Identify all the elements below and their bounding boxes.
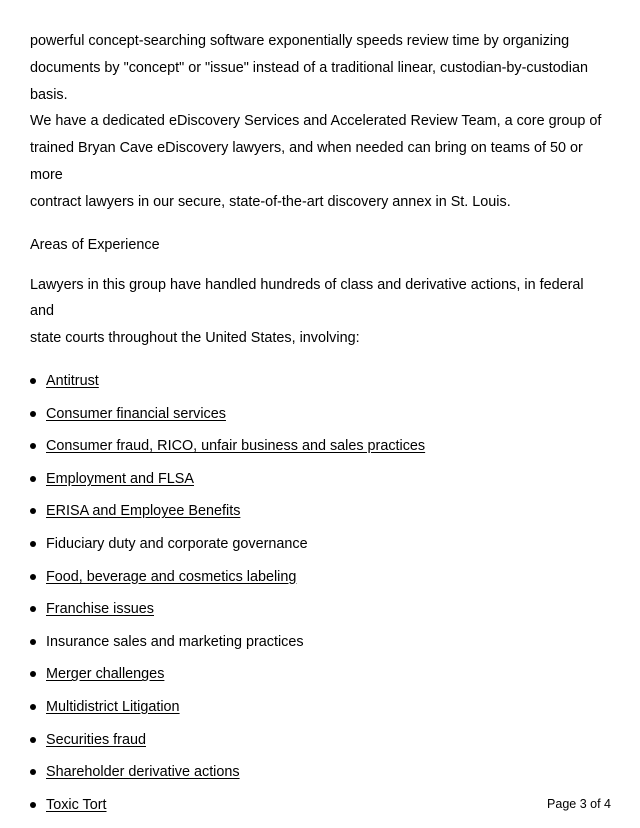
bullet-icon xyxy=(30,769,36,775)
bullet-icon xyxy=(30,606,36,612)
area-link[interactable]: ERISA and Employee Benefits xyxy=(46,503,241,520)
area-label: Fiduciary duty and corporate governance xyxy=(46,535,308,552)
intro-line: We have a dedicated eDiscovery Services and Accelerated Review Team, a core group of xyxy=(30,113,602,130)
bullet-icon xyxy=(30,574,36,580)
list-item xyxy=(30,631,610,664)
area-link[interactable]: Consumer financial services xyxy=(46,405,226,422)
bullet-icon xyxy=(30,476,36,482)
bullet-icon xyxy=(30,737,36,743)
list-item[interactable] xyxy=(30,435,610,468)
list-item xyxy=(30,533,610,566)
intro-line: trained Bryan Cave eDiscovery lawyers, and when needed can bring on teams of 50 or more xyxy=(30,140,583,183)
list-item[interactable] xyxy=(30,696,610,729)
area-link[interactable]: Consumer fraud, RICO, unfair business and sales practices xyxy=(46,438,426,455)
lead-paragraph xyxy=(30,272,610,352)
bullet-icon xyxy=(30,411,36,417)
area-link[interactable]: Merger challenges xyxy=(46,666,165,683)
document-page xyxy=(30,28,610,826)
bullet-icon xyxy=(30,671,36,677)
list-item[interactable] xyxy=(30,500,610,533)
bullet-icon xyxy=(30,508,36,514)
list-item[interactable] xyxy=(30,794,610,827)
bullet-icon xyxy=(30,443,36,449)
list-item[interactable] xyxy=(30,729,610,762)
area-link[interactable]: Shareholder derivative actions xyxy=(46,764,240,781)
area-link[interactable]: Multidistrict Litigation xyxy=(46,698,180,715)
intro-line: contract lawyers in our secure, state-of-the-art discovery annex in St. Louis. xyxy=(30,193,511,210)
list-item[interactable] xyxy=(30,598,610,631)
bullet-icon xyxy=(30,802,36,808)
list-item[interactable] xyxy=(30,663,610,696)
bullet-icon xyxy=(30,378,36,384)
area-link[interactable]: Franchise issues xyxy=(46,601,154,618)
area-link[interactable]: Employment and FLSA xyxy=(46,470,194,487)
area-link[interactable]: Food, beverage and cosmetics labeling xyxy=(46,568,297,585)
list-item[interactable] xyxy=(30,566,610,599)
list-item[interactable] xyxy=(30,761,610,794)
lead-line: Lawyers in this group have handled hundreds of class and derivative actions, in federal and xyxy=(30,276,584,320)
bullet-icon xyxy=(30,639,36,645)
lead-line: state courts throughout the United States, involving: xyxy=(30,330,360,347)
bullet-icon xyxy=(30,704,36,710)
area-label: Insurance sales and marketing practices xyxy=(46,633,304,650)
list-item[interactable] xyxy=(30,403,610,436)
bullet-icon xyxy=(30,541,36,547)
area-link[interactable]: Securities fraud xyxy=(46,731,146,748)
intro-line: documents by "concept" or "issue" instead of a traditional linear, custodian-by-custodian basis. xyxy=(30,59,588,103)
area-link[interactable]: Antitrust xyxy=(46,372,99,389)
intro-paragraph xyxy=(30,28,610,216)
section-heading: Areas of Experience xyxy=(30,236,160,253)
list-item[interactable] xyxy=(30,370,610,403)
areas-list xyxy=(30,370,610,826)
page-number: Page 3 of 4 xyxy=(547,797,611,811)
list-item[interactable] xyxy=(30,468,610,501)
intro-line: powerful concept-searching software exponentially speeds review time by organizing xyxy=(30,33,570,49)
area-link[interactable]: Toxic Tort xyxy=(46,796,107,813)
